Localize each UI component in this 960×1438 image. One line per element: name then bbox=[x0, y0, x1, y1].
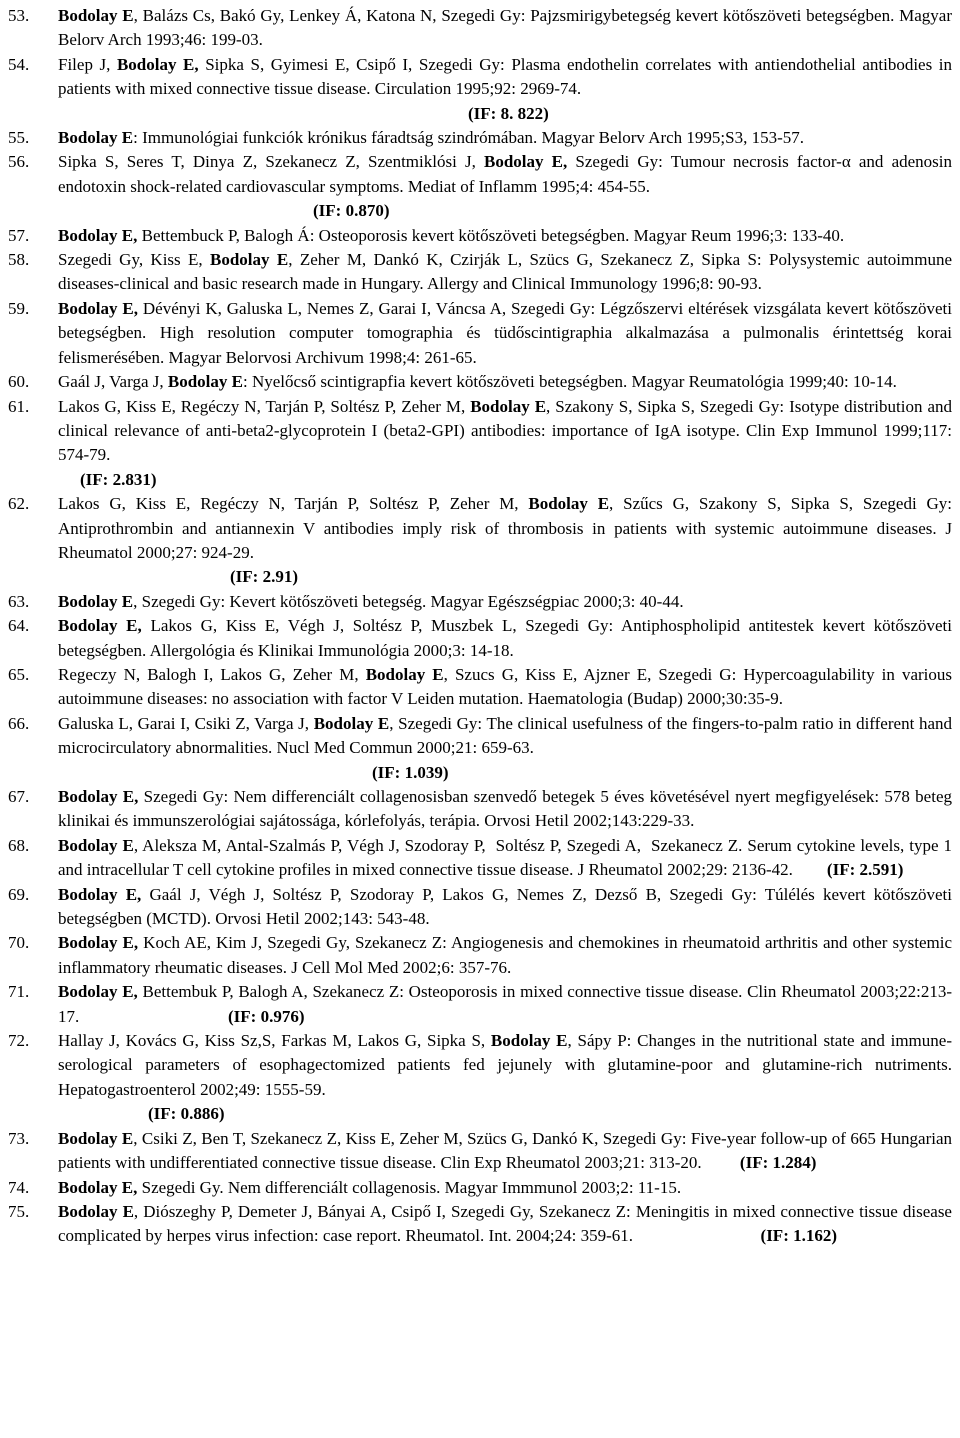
author-highlight: Bodolay E bbox=[313, 713, 390, 733]
citation-text: Koch AE, Kim J, Szegedi Gy, Szekanecz Z: Angiogenesis and chemokines in rheumatoid arthritis and other systemic inflammatory rheumatic diseases. J Cell Mol Med 2002;6: 357-76. bbox=[58, 933, 952, 977]
reference-entry bbox=[8, 834, 957, 883]
citation-text: , Aleksza M, Antal-Szalmás P, Végh J, Szodoray P, Soltész P, Szegedi A, Szekanecz Z. Serum cytokine levels, type 1 and intracellular T cell cytokine profiles in mixed connective tissue disease. J Rheumatol 2002;29: 2136-42. bbox=[58, 835, 957, 880]
reference-entry bbox=[8, 4, 952, 53]
impact-factor: (IF: 0.886) bbox=[148, 1104, 225, 1124]
reference-number: 62. bbox=[8, 494, 30, 514]
reference-number: 67. bbox=[8, 787, 30, 806]
reference-text bbox=[58, 663, 952, 712]
reference-number: 59. bbox=[8, 298, 30, 318]
citation-text: : Immunológiai funkciók krónikus fáradtság szindrómában. Magyar Belorv Arch 1995;S3, 153-57. bbox=[133, 128, 805, 148]
reference-number: 53. bbox=[8, 6, 30, 25]
reference-text bbox=[58, 297, 952, 370]
reference-number: 72. bbox=[8, 1031, 30, 1051]
reference-entry bbox=[8, 614, 952, 663]
citation-text: , Diószeghy P, Demeter J, Bányai A, Csipő I, Szegedi Gy, Szekanecz Z: Meningitis in mixed connective tissue disease complicated by herpes virus infection: case report. Rheumatol. Int. 2004;24: 359-61. bbox=[58, 1201, 957, 1246]
citation-text: Lakos G, Kiss E, Végh J, Soltész P, Muszbek L, Szegedi Gy: Antiphospholipid antitestek kevert kötőszöveti betegségben. Allergológia és Klinikai Immunológia 2000;3: 14-18. bbox=[58, 616, 952, 660]
author-highlight: Bodolay E, bbox=[58, 982, 138, 1002]
reference-number: 60. bbox=[8, 372, 30, 392]
citation-text: Regeczy N, Balogh I, Lakos G, Zeher M, bbox=[58, 664, 366, 684]
reference-entry bbox=[8, 395, 952, 493]
citation-text: , Szakony S, Sipka S, Szegedi Gy: Isotype distribution and clinical relevance of anti-beta2-glycoprotein I (beta2-GPI) antibodies: importance of IgA isotype. Clin Exp Immunol 1999;117: 574-79. bbox=[58, 396, 952, 465]
impact-factor: (IF: 2.591) bbox=[826, 860, 904, 880]
author-highlight: Bodolay E, bbox=[58, 616, 142, 636]
reference-number: 57. bbox=[8, 225, 30, 245]
impact-factor: (IF: 1.162) bbox=[760, 1226, 838, 1246]
citation-text: Sipka S, Gyimesi E, Csipő I, Szegedi Gy: Plasma endothelin correlates with antiendothelial antibodies in patients with mixed connective tissue disease. Circulation 1995;92: 2969-74. bbox=[58, 54, 953, 99]
reference-entry bbox=[8, 663, 952, 712]
reference-text bbox=[58, 785, 952, 834]
reference-entry bbox=[8, 224, 952, 248]
reference-entry bbox=[8, 883, 952, 932]
author-highlight: Bodolay E, bbox=[58, 298, 138, 318]
author-highlight: Bodolay E, bbox=[483, 152, 568, 172]
author-highlight: Bodolay E, bbox=[58, 787, 139, 806]
impact-factor: (IF: 1.039) bbox=[372, 762, 449, 782]
impact-factor: (IF: 2.91) bbox=[230, 567, 298, 587]
author-highlight: Bodolay E bbox=[58, 128, 134, 148]
citation-text: Bettembuk P, Balogh A, Szekanecz Z: Osteoporosis in mixed connective tissue disease. Clin Rheumatol 2003;22:213-17. bbox=[58, 982, 952, 1026]
reference-text bbox=[58, 150, 952, 223]
author-highlight: Bodolay E bbox=[167, 372, 243, 392]
citation-text: Lakos G, Kiss E, Regéczy N, Tarján P, Soltész P, Zeher M, bbox=[58, 396, 471, 416]
citation-text: Filep J, bbox=[58, 54, 117, 74]
citation-text: , Szucs G, Kiss E, Ajzner E, Szegedi G: Hypercoagulability in various autoimmune diseases: no association with factor V Leiden mutation. Haematologia (Budap) 2000;30:35-9. bbox=[58, 664, 953, 709]
reference-number: 54. bbox=[8, 54, 30, 74]
reference-text bbox=[58, 248, 952, 297]
reference-text bbox=[58, 4, 952, 53]
reference-text bbox=[58, 224, 952, 248]
reference-entry bbox=[8, 1029, 952, 1127]
author-highlight: Bodolay E, bbox=[58, 933, 139, 953]
reference-text bbox=[58, 370, 952, 394]
reference-entry bbox=[8, 126, 952, 150]
reference-entry bbox=[8, 370, 952, 394]
reference-number: 55. bbox=[8, 128, 30, 148]
author-highlight: Bodolay E, bbox=[58, 884, 142, 904]
reference-text bbox=[58, 53, 952, 126]
citation-text: Sipka S, Seres T, Dinya Z, Szekanecz Z, Szentmiklósi J, bbox=[58, 152, 484, 172]
citation-text: , Zeher M, Dankó K, Czirják L, Szücs G, Szekanecz Z, Sipka S: Polysystemic autoimmune diseases-clinical and basic research made in Hungary. Allergy and Clinical Immunology 1996;8: 90-93. bbox=[58, 250, 953, 294]
reference-entry bbox=[8, 931, 952, 980]
impact-factor: (IF: 0.976) bbox=[228, 1006, 305, 1026]
author-highlight: Bodolay E bbox=[365, 664, 444, 684]
citation-text: Bettembuck P, Balogh Á: Osteoporosis kevert kötőszöveti betegségben. Magyar Reum 1996;3: 133-40. bbox=[137, 225, 845, 245]
reference-entry bbox=[8, 297, 952, 370]
reference-entry bbox=[8, 492, 952, 590]
author-highlight: Bodolay E bbox=[470, 396, 547, 416]
reference-entry bbox=[8, 1127, 957, 1176]
reference-text bbox=[58, 712, 952, 785]
reference-number: 58. bbox=[8, 250, 30, 270]
reference-text bbox=[58, 395, 952, 493]
citation-text: Szegedi Gy. Nem differenciált collagenosis. Magyar Immmunol 2003;2: 11-15. bbox=[137, 1177, 682, 1197]
reference-number: 73. bbox=[8, 1128, 30, 1148]
author-highlight: Bodolay E bbox=[58, 835, 134, 855]
author-highlight: Bodolay E bbox=[58, 6, 134, 25]
author-highlight: Bodolay E bbox=[528, 494, 610, 514]
citation-text: , Szegedi Gy: Kevert kötőszöveti betegség. Magyar Egészségpiac 2000;3: 40-44. bbox=[133, 591, 684, 611]
citation-text: Lakos G, Kiss E, Regéczy N, Tarján P, Soltész P, Zeher M, bbox=[58, 494, 529, 514]
impact-factor: (IF: 8. 822) bbox=[468, 103, 549, 123]
reference-number: 75. bbox=[8, 1201, 30, 1221]
reference-text bbox=[58, 590, 952, 614]
reference-text bbox=[58, 1127, 957, 1176]
reference-number: 68. bbox=[8, 835, 30, 855]
reference-entry bbox=[8, 1176, 952, 1200]
reference-entry bbox=[8, 248, 952, 297]
reference-number: 56. bbox=[8, 152, 30, 172]
author-highlight: Bodolay E bbox=[58, 591, 134, 611]
reference-number: 71. bbox=[8, 982, 30, 1002]
author-highlight: Bodolay E bbox=[210, 250, 289, 270]
impact-factor: (IF: 2.831) bbox=[80, 469, 157, 489]
citation-text: Hallay J, Kovács G, Kiss Sz,S, Farkas M, Lakos G, Sipka S, bbox=[58, 1031, 491, 1051]
impact-factor: (IF: 0.870) bbox=[313, 201, 390, 221]
reference-text bbox=[58, 980, 952, 1029]
citation-text: Galuska L, Garai I, Csiki Z, Varga J, bbox=[58, 713, 314, 733]
citation-text: , Sápy P: Changes in the nutritional state and immune-serological parameters of esophagectomized patients fed jejunely with glutamine-poor and glutamine-rich nutriments. Hepatogastroenterol 2002;49: 1555-59. bbox=[58, 1031, 952, 1099]
citation-text: Gaál J, Varga J, bbox=[58, 372, 168, 392]
reference-number: 61. bbox=[8, 396, 30, 416]
author-highlight: Bodolay E, bbox=[58, 225, 138, 245]
reference-number: 65. bbox=[8, 664, 30, 684]
citation-text: Gaál J, Végh J, Soltész P, Szodoray P, Lakos G, Nemes Z, Dezső B, Szegedi Gy: Túlélés kevert kötőszöveti betegségben (MCTD). Orvosi Hetil 2002;143: 543-48. bbox=[58, 884, 952, 929]
citation-text: Szegedi Gy, Kiss E, bbox=[58, 250, 211, 270]
reference-number: 63. bbox=[8, 591, 30, 611]
reference-text bbox=[58, 1176, 952, 1200]
reference-number: 64. bbox=[8, 616, 30, 636]
citation-text: Dévényi K, Galuska L, Nemes Z, Garai I, Váncsa A, Szegedi Gy: Légzőszervi eltérések vizsgálata kevert kötőszöveti betegségben. High resolution computer tomographia és tüdőscintigraphia alkalmazása a pulmonalis érintettség korai felismerésében. Magyar Belorvosi Archivum 1998;4: 261-65. bbox=[58, 298, 952, 367]
reference-entry bbox=[8, 1200, 957, 1249]
impact-factor: (IF: 1.284) bbox=[739, 1153, 817, 1173]
citation-text: , Csiki Z, Ben T, Szekanecz Z, Kiss E, Zeher M, Szücs G, Dankó K, Szegedi Gy: Five-year follow-up of 665 Hungarian patients with undifferentiated connective tissue disease. Clin Exp Rheumatol 2003;21: 313-20. bbox=[58, 1128, 957, 1173]
reference-text bbox=[58, 883, 952, 932]
author-highlight: Bodolay E bbox=[58, 1201, 134, 1221]
citation-text: Szegedi Gy: Tumour necrosis factor-α and adenosin endotoxin shock-related cardiovascular symptoms. Mediat of Inflamm 1995;4: 454-55. bbox=[58, 152, 953, 196]
reference-entry bbox=[8, 150, 952, 223]
reference-entry bbox=[8, 980, 952, 1029]
reference-entry bbox=[8, 53, 952, 126]
reference-number: 66. bbox=[8, 713, 30, 733]
citation-text: , Szűcs G, Szakony S, Sipka S, Szegedi Gy: Antiprothrombin and antiannexin V antibodies imply risk of thrombosis in patients with systemic autoimmune diseases. J Rheumatol 2000;27: 924-29. bbox=[58, 494, 952, 562]
citation-text: : Nyelőcső scintigrapfia kevert kötőszöveti betegségben. Magyar Reumatológia 1999;40: 10-14. bbox=[242, 372, 897, 392]
reference-text bbox=[58, 931, 952, 980]
citation-text: , Balázs Cs, Bakó Gy, Lenkey Á, Katona N, Szegedi Gy: Pajzsmirigybetegség kevert kötőszöveti betegségben. Magyar Belorv Arch 1993;46: 199-03. bbox=[58, 6, 952, 50]
author-highlight: Bodolay E bbox=[490, 1031, 568, 1051]
reference-entry bbox=[8, 712, 952, 785]
reference-text bbox=[58, 1029, 952, 1127]
author-highlight: Bodolay E, bbox=[116, 54, 199, 74]
author-highlight: Bodolay E, bbox=[58, 1177, 138, 1197]
citation-text: Szegedi Gy: Nem differenciált collagenosisban szenvedő betegek 5 éves követésével nyert megfigyelések: 578 beteg klinikai és immunszerológiai sajátossága, kórlefolyás, terápia. Orvosi Hetil 2002;143:229-33. bbox=[58, 787, 952, 831]
reference-text bbox=[58, 492, 952, 590]
reference-number: 70. bbox=[8, 933, 30, 953]
citation-text: , Szegedi Gy: The clinical usefulness of the fingers-to-palm ratio in different hand microcirculatory abnormalities. Nucl Med Commun 2000;21: 659-63. bbox=[58, 713, 952, 758]
reference-number: 74. bbox=[8, 1177, 30, 1197]
reference-text bbox=[58, 1200, 957, 1249]
reference-text bbox=[58, 126, 952, 150]
author-highlight: Bodolay E bbox=[58, 1128, 134, 1148]
reference-entry bbox=[8, 785, 952, 834]
reference-number: 69. bbox=[8, 884, 30, 904]
reference-text bbox=[58, 614, 952, 663]
reference-text bbox=[58, 834, 957, 883]
reference-entry bbox=[8, 590, 952, 614]
